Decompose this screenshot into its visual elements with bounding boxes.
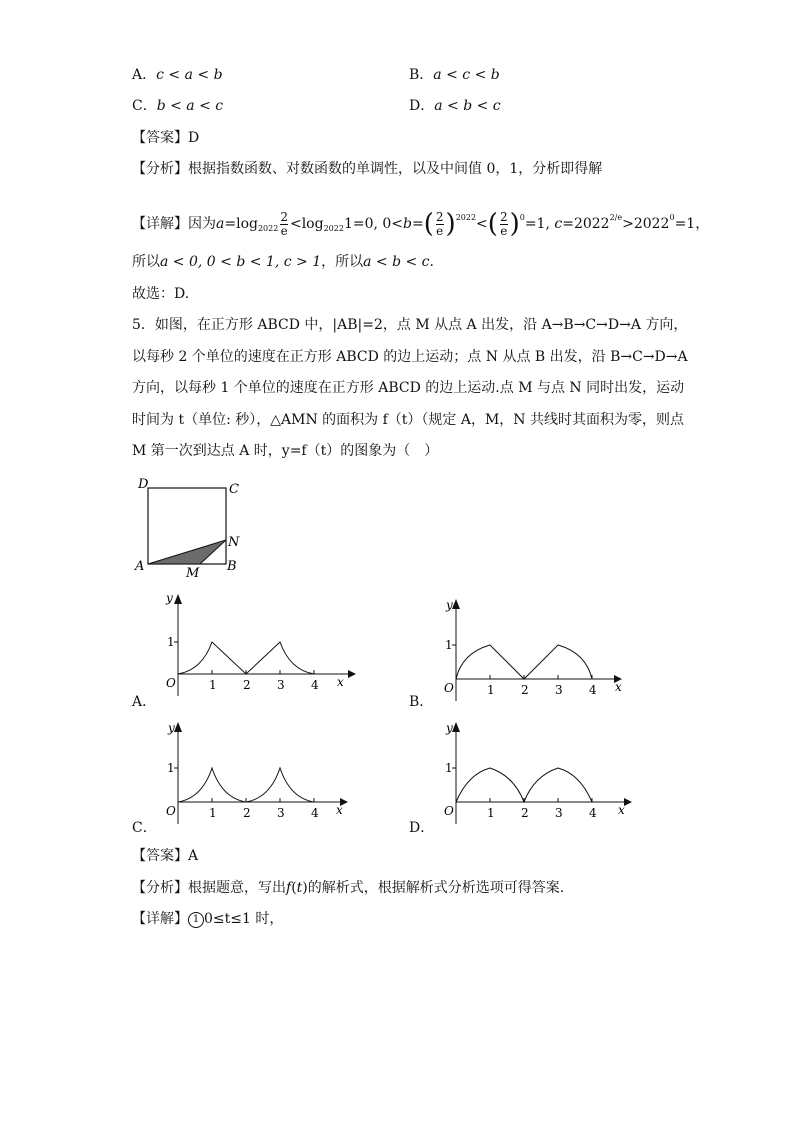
y-label: y	[446, 598, 453, 612]
x-tick-4: 4	[311, 678, 319, 692]
q5-analysis: 【分析】根据题意，写出f(t)的解析式，根据解析式分析选项可得答案.	[132, 880, 565, 896]
x-tick-3: 3	[555, 806, 563, 820]
label-m: M	[186, 566, 200, 581]
square-figure	[130, 474, 260, 584]
x-tick-4: 4	[311, 806, 319, 820]
graph-label-a: A．	[132, 694, 157, 710]
x-label: x	[618, 803, 625, 817]
curve-d	[456, 768, 592, 802]
origin-label: O	[444, 681, 454, 695]
x-tick-1: 1	[487, 806, 495, 820]
option-a-q4: A．c < a < b	[132, 67, 223, 83]
x-tick-1: 1	[209, 678, 217, 692]
graph-label-c: C．	[132, 820, 157, 836]
origin-label: O	[166, 804, 176, 818]
q4-conclusion: 故选：D.	[132, 286, 190, 302]
y-tick-1: 1	[167, 761, 175, 775]
q5-text-line-5: M 第一次到达点 A 时，y=f（t）的图象为（ ）	[132, 443, 439, 459]
formula-expression: $a=\log_{2022}$ $\frac{2}{e}$ $<\log_{2022}1=0$, 0<b=( $\frac{2}{e}$ )$^{2022}$<( $\frac{2}{e}$ )$^0$=1, $c=2022^{2/e}>2022^0=1$，	[216, 209, 710, 239]
y-label: y	[446, 721, 453, 735]
x-tick-3: 3	[277, 678, 285, 692]
label-b: B	[227, 559, 237, 574]
circled-number: 1	[188, 912, 204, 928]
curve-c	[178, 768, 314, 802]
x-tick-3: 3	[277, 806, 285, 820]
label-a: A	[135, 559, 145, 574]
option-d-q4: D．a < b < c	[409, 98, 501, 114]
x-tick-2: 2	[521, 806, 529, 820]
label-n: N	[228, 535, 240, 550]
q4-detail-so: 所以a < 0, 0 < b < 1, c > 1，所以a < b < c.	[132, 254, 434, 270]
x-label: x	[336, 803, 343, 817]
f-of-t: f	[286, 880, 292, 896]
graph-label-d: D．	[409, 820, 435, 836]
axes	[174, 722, 348, 824]
y-label: y	[166, 592, 173, 605]
label-c: C	[229, 482, 239, 497]
x-tick-2: 2	[243, 806, 251, 820]
graph-label-b: B．	[409, 694, 434, 710]
x-tick-1: 1	[209, 806, 217, 820]
y-label: y	[168, 721, 175, 735]
q5-detail: 【详解】 1 0≤t≤1 时，	[132, 911, 284, 927]
x-label: x	[337, 675, 344, 689]
axes	[174, 594, 356, 696]
q5-text-line-2: 以每秒 2 个单位的速度在正方形 ABCD 的边上运动；点 N 从点 B 出发，沿 B→C→D→A	[132, 349, 688, 365]
q4-answer: 【答案】D	[132, 130, 200, 146]
x-tick-3: 3	[555, 683, 563, 697]
x-tick-4: 4	[589, 683, 597, 697]
y-tick-1: 1	[445, 761, 453, 775]
curve-a	[178, 642, 314, 674]
graph-option-a	[150, 592, 360, 697]
q5-answer: 【答案】A	[132, 848, 199, 864]
graph-option-c	[150, 720, 360, 825]
graph-option-d	[428, 720, 638, 825]
triangle-amn	[148, 540, 226, 564]
x-tick-1: 1	[487, 683, 495, 697]
q5-text-line-3: 方向，以每秒 1 个单位的速度在正方形 ABCD 的边上运动.点 M 与点 N 同时出发，运动	[132, 380, 685, 396]
curve-b	[456, 645, 592, 679]
q5-text-line-4: 时间为 t（单位: 秒），△AMN 的面积为 f（t）（规定 A，M，N 共线时其面积为零，则点	[132, 412, 685, 428]
q4-detail-formula: 【详解】因为$a=\log_{2022}$ $\frac{2}{e}$ $<\log_{2022}1=0$, 0<b=( $\frac{2}{e}$ )$^{2022}$<( $\frac{2}{e}$ )$^0$=1, $c=2022^{2/e}>2022^0=1$，	[132, 209, 710, 239]
label-d: D	[138, 477, 149, 492]
option-b-q4: B．a < c < b	[409, 67, 500, 83]
origin-label: O	[166, 676, 176, 690]
origin-label: O	[444, 804, 454, 818]
x-tick-2: 2	[243, 678, 251, 692]
x-tick-2: 2	[521, 683, 529, 697]
y-tick-1: 1	[445, 638, 453, 652]
x-label: x	[615, 680, 622, 694]
graph-option-b	[428, 597, 638, 702]
option-c-q4: C．b < a < c	[132, 98, 224, 114]
q5-text-line-1: 5．如图，在正方形 ABCD 中，|AB|=2，点 M 从点 A 出发，沿 A→B→C→D→A 方向，	[132, 317, 688, 333]
q4-analysis: 【分析】根据指数函数、对数函数的单调性，以及中间值 0，1，分析即得解	[132, 161, 603, 177]
x-tick-4: 4	[589, 806, 597, 820]
y-tick-1: 1	[167, 635, 175, 649]
